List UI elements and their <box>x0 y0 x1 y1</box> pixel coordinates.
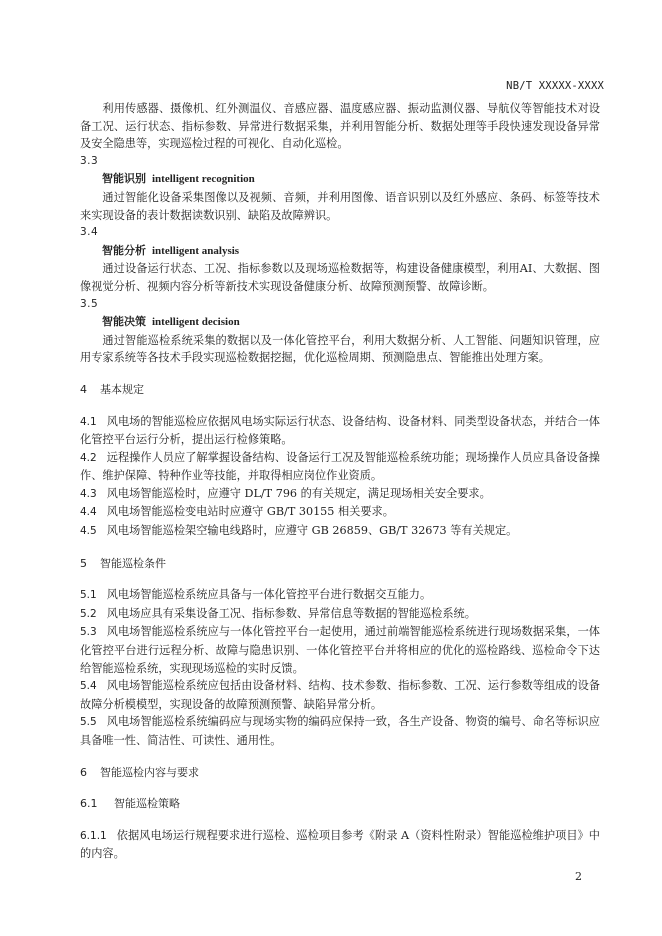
clause-text: 风电场智能巡检系统应具备与一体化管控平台进行数据交互能力。 <box>106 588 432 602</box>
clause-number: 4.1 <box>80 415 97 428</box>
section-heading <box>80 381 600 399</box>
clause-number: 3.3 <box>80 154 99 167</box>
clause-item <box>80 503 600 522</box>
subsection-number: 6.1 <box>80 797 98 811</box>
section-number: 4 <box>80 382 87 396</box>
section-number: 6 <box>80 765 87 779</box>
standard-code: NB/T XXXXX-XXXX <box>506 80 604 92</box>
clause-number: 5.4 <box>80 680 97 693</box>
clause-text: 风电场智能巡检系统应包括由设备材料、结构、技术参数、指标参数、工况、运行参数等组成的设备故障分析模模型，实现设备的故障预测预警、缺陷异常分析。 <box>80 679 600 711</box>
clause-text: 风电场智能巡检系统编码应与现场实物的编码应保持一致，各生产设备、物资的编号、命名等标识应具备唯一性、简洁性、可读性、通用性。 <box>80 715 600 747</box>
term-en: intelligent recognition <box>152 173 255 186</box>
section-number: 5 <box>80 556 87 570</box>
clause-number: 5.2 <box>80 607 97 620</box>
section-heading <box>80 555 600 573</box>
section-title: 智能巡检内容与要求 <box>100 765 199 779</box>
term-cn: 智能识别 <box>102 172 146 186</box>
section-heading <box>80 764 600 782</box>
clause-number: 5.5 <box>80 716 97 729</box>
clause-number: 4.2 <box>80 451 97 464</box>
term-en: intelligent decision <box>152 316 240 329</box>
clause-item <box>80 449 600 485</box>
clause-number: 5.3 <box>80 626 97 639</box>
clause-text: 远程操作人员应了解掌握设备结构、设备运行工况及智能巡检系统功能；现场操作人员应具备设备操作、维护保障、特种作业等技能，并取得相应岗位作业资质。 <box>80 450 600 483</box>
clause-item <box>80 713 600 749</box>
clause-number: 5.1 <box>80 589 97 602</box>
clause-text: 依据风电场运行规程要求进行巡检、巡检项目参考《附录 A（资料性附录）智能巡检维护项目》中的内容。 <box>80 828 600 861</box>
clause-item <box>80 605 600 624</box>
term-definition: 通过智能巡检系统采集的数据以及一体化管控平台，利用大数据分析、人工智能、问题知识管理，应用专家系统等各技术手段实现巡检数据挖掘，优化巡检周期、预测隐患点、智能推出处理方案。 <box>80 333 600 365</box>
subsection-title: 智能巡检策略 <box>114 797 180 811</box>
term-heading <box>80 242 600 261</box>
term-cn: 智能决策 <box>102 315 146 329</box>
clause-number: 3.4 <box>80 226 99 239</box>
clause-text: 风电场应具有采集设备工况、指标参数、异常信息等数据的智能巡检系统。 <box>106 606 476 620</box>
clause-number: 4.4 <box>80 506 97 519</box>
clause-text: 风电场智能巡检变电站时应遵守 GB/T 30155 相关要求。 <box>106 505 394 519</box>
page-number: 2 <box>575 870 582 883</box>
section-title: 基本规定 <box>100 382 144 396</box>
clause-number: 6.1.1 <box>80 829 107 842</box>
clause-number: 3.5 <box>80 297 99 310</box>
clause-text: 风电场智能巡检架空输电线路时，应遵守 GB 26859、GB/T 32673 等有关规定。 <box>106 524 518 538</box>
clause-number: 4.5 <box>80 525 97 538</box>
clause-text: 风电场的智能巡检应依据风电场实际运行状态、设备结构、设备材料、同类型设备状态，并结合一体化管控平台运行分析，提出运行检修策略。 <box>80 414 600 447</box>
clause-text: 风电场智能巡检系统应与一体化管控平台一起使用，通过前端智能巡检系统进行现场数据采集，一体化管控平台进行远程分析、故障与隐患识别、一体化管控平台并将相应的优化的巡检路线、巡检命令下达给智能巡检系统，实现现场巡检的实时反馈。 <box>80 625 600 675</box>
section-title: 智能巡检条件 <box>100 556 166 570</box>
page-content <box>80 100 600 863</box>
clause-item <box>80 827 600 863</box>
term-en: intelligent analysis <box>152 244 240 257</box>
clause-text: 风电场智能巡检时，应遵守 DL/T 796 的有关规定，满足现场相关安全要求。 <box>106 486 491 500</box>
clause-item <box>80 413 600 449</box>
intro-paragraph: 利用传感器、摄像机、红外测温仪、音感应器、温度感应器、振动监测仪器、导航仪等智能技术对设备工况、运行状态、指标参数、异常进行数据采集，并利用智能分析、数据处理等手段快速发现设备异常及安全隐患等，实现巡检过程的可视化、自动化巡检。 <box>80 102 600 151</box>
clause-item <box>80 522 600 541</box>
term-definition: 通过设备运行状态、工况、指标参数以及现场巡检数据等，构建设备健康模型，利用AI、大数据、图像视觉分析、视频内容分析等新技术实现设备健康分析、故障预测预警、故障诊断。 <box>80 262 600 293</box>
clause-item <box>80 586 600 605</box>
subsection-heading <box>80 795 600 813</box>
clause-item <box>80 623 600 677</box>
clause-number: 4.3 <box>80 487 97 500</box>
term-cn: 智能分析 <box>102 243 146 257</box>
clause-item <box>80 677 600 713</box>
term-heading <box>80 170 600 189</box>
term-heading <box>80 313 600 332</box>
clause-item <box>80 485 600 504</box>
term-definition: 通过智能化设备采集图像以及视频、音频，并利用图像、语音识别以及红外感应、条码、标签等技术来实现设备的表计数据读数识别、缺陷及故障辨识。 <box>80 190 600 222</box>
